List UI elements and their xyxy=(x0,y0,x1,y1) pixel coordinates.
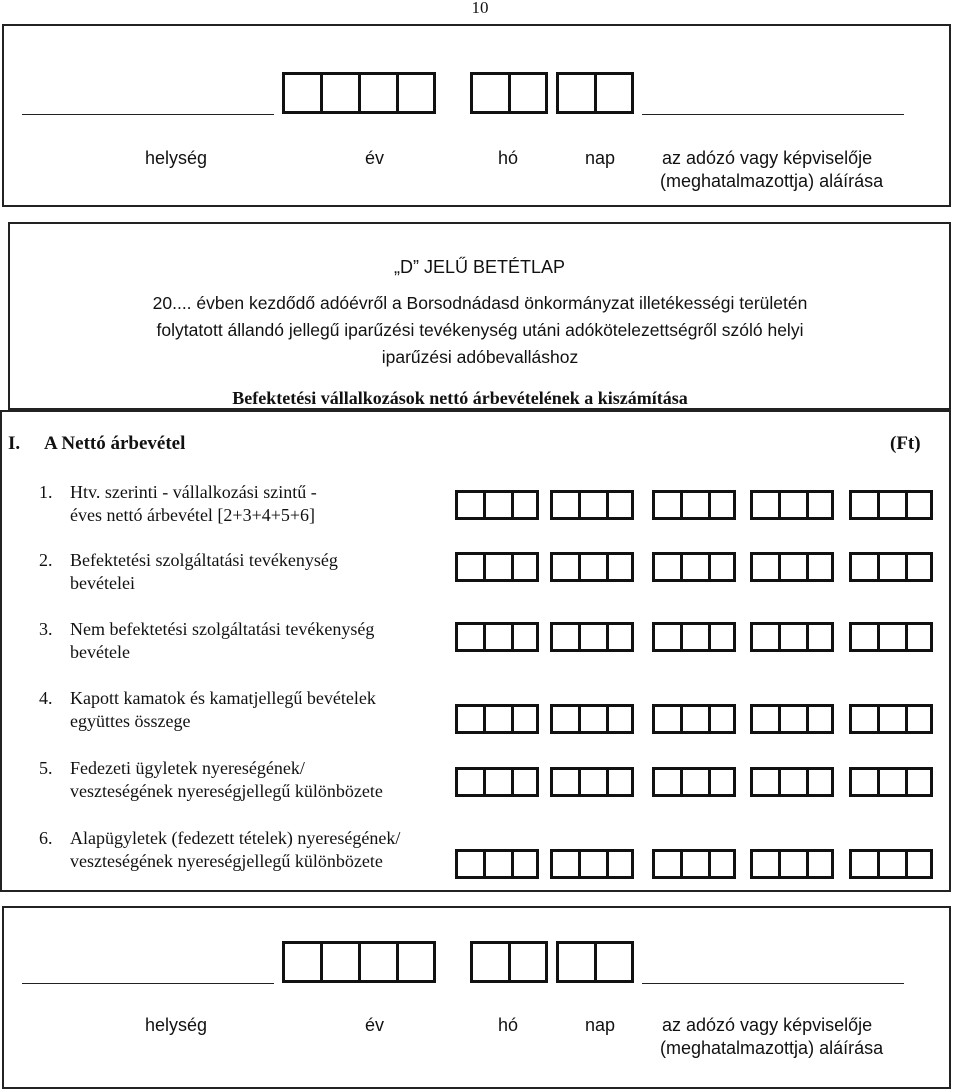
digit-cell[interactable] xyxy=(652,704,680,734)
digit-cell[interactable] xyxy=(358,941,396,983)
amount-digit-group[interactable] xyxy=(849,704,933,734)
digit-cell[interactable] xyxy=(905,767,933,797)
amount-digit-group[interactable] xyxy=(652,552,736,582)
digit-cell[interactable] xyxy=(455,767,483,797)
row-label-line1: Fedezeti ügyletek nyereségének/ xyxy=(70,758,305,778)
label-place: helység xyxy=(145,148,208,168)
label-day: nap xyxy=(585,148,616,168)
digit-cell[interactable] xyxy=(905,704,933,734)
digit-cell[interactable] xyxy=(849,849,877,879)
digit-cell[interactable] xyxy=(750,704,778,734)
label-signature-1: az adózó vagy képviselője xyxy=(662,148,873,168)
label-year: év xyxy=(365,148,385,168)
month-cells[interactable] xyxy=(470,72,548,114)
digit-cell[interactable] xyxy=(877,767,905,797)
digit-cell[interactable] xyxy=(680,552,708,582)
amount-digit-group[interactable] xyxy=(652,490,736,520)
digit-cell[interactable] xyxy=(358,72,396,114)
digit-cell[interactable] xyxy=(750,552,778,582)
digit-cell[interactable] xyxy=(550,767,578,797)
label-place: helység xyxy=(145,1015,208,1035)
amount-digit-group[interactable] xyxy=(750,552,834,582)
digit-cell[interactable] xyxy=(877,704,905,734)
digit-cell[interactable] xyxy=(556,941,594,983)
digit-cell[interactable] xyxy=(778,849,806,879)
form-subtitle: Befektetési vállalkozások nettó árbevételének a kiszámítása xyxy=(232,388,688,408)
section-unit: (Ft) xyxy=(890,433,921,454)
amount-digit-group[interactable] xyxy=(750,704,834,734)
row-label-line1: Alapügyletek (fedezett tételek) nyereségének/ xyxy=(70,828,401,848)
digit-cell[interactable] xyxy=(606,622,634,652)
digit-cell[interactable] xyxy=(905,552,933,582)
digit-cell[interactable] xyxy=(578,622,606,652)
digit-cell[interactable] xyxy=(680,490,708,520)
amount-digit-group[interactable] xyxy=(550,767,634,797)
amount-digit-group[interactable] xyxy=(750,622,834,652)
row-number: 6. xyxy=(39,828,53,848)
digit-cell[interactable] xyxy=(708,490,736,520)
amount-digit-group[interactable] xyxy=(455,622,539,652)
digit-cell[interactable] xyxy=(483,552,511,582)
digit-cell[interactable] xyxy=(396,72,436,114)
main-section-box xyxy=(0,410,951,892)
digit-cell[interactable] xyxy=(652,552,680,582)
signature-box-top xyxy=(2,24,951,207)
digit-cell[interactable] xyxy=(483,704,511,734)
digit-cell[interactable] xyxy=(320,72,358,114)
signature-line xyxy=(642,114,904,115)
digit-cell[interactable] xyxy=(849,767,877,797)
digit-cell[interactable] xyxy=(396,941,436,983)
digit-cell[interactable] xyxy=(877,622,905,652)
digit-cell[interactable] xyxy=(455,552,483,582)
label-month: hó xyxy=(498,1015,519,1035)
row-label-line1: Htv. szerinti - vállalkozási szintű - xyxy=(70,482,317,502)
label-signature-2: (meghatalmazottja) aláírása xyxy=(660,1038,884,1058)
form-title: „D” JELŰ BETÉTLAP xyxy=(393,257,566,277)
row-label-line2: együttes összege xyxy=(70,711,191,731)
amount-digit-group[interactable] xyxy=(750,490,834,520)
label-signature-2: (meghatalmazottja) aláírása xyxy=(660,171,884,191)
digit-cell[interactable] xyxy=(578,849,606,879)
amount-digit-group[interactable] xyxy=(849,767,933,797)
place-signature-line xyxy=(22,114,274,115)
digit-cell[interactable] xyxy=(483,767,511,797)
digit-cell[interactable] xyxy=(606,849,634,879)
amount-digit-group[interactable] xyxy=(550,552,634,582)
digit-cell[interactable] xyxy=(680,622,708,652)
digit-cell[interactable] xyxy=(578,490,606,520)
amount-digit-group[interactable] xyxy=(550,490,634,520)
signature-box-bottom xyxy=(2,906,951,1089)
amount-digit-group[interactable] xyxy=(455,767,539,797)
year-cells[interactable] xyxy=(282,941,436,983)
amount-digit-group[interactable] xyxy=(455,704,539,734)
digit-cell[interactable] xyxy=(778,552,806,582)
label-year: év xyxy=(365,1015,385,1035)
form-intro: 20.... évben kezdődő adóévről a Borsodnádasd önkormányzat illetékességi területén folytatott állandó jellegű iparűzési tevékenység utáni adókötelezettségről szóló helyi iparűzési adóbevalláshoz xyxy=(152,293,808,367)
row-number: 3. xyxy=(39,619,53,639)
digit-cell[interactable] xyxy=(708,552,736,582)
digit-cell[interactable] xyxy=(578,704,606,734)
digit-cell[interactable] xyxy=(550,552,578,582)
amount-digit-group[interactable] xyxy=(652,622,736,652)
digit-cell[interactable] xyxy=(652,490,680,520)
digit-cell[interactable] xyxy=(708,849,736,879)
row-label-line2: bevétele xyxy=(70,642,130,662)
digit-cell[interactable] xyxy=(680,767,708,797)
row-label-line1: Kapott kamatok és kamatjellegű bevételek xyxy=(70,688,376,708)
digit-cell[interactable] xyxy=(877,849,905,879)
digit-cell[interactable] xyxy=(750,622,778,652)
label-signature-1: az adózó vagy képviselője xyxy=(662,1015,873,1035)
digit-cell[interactable] xyxy=(877,552,905,582)
label-day: nap xyxy=(585,1015,616,1035)
digit-cell[interactable] xyxy=(556,72,594,114)
digit-cell[interactable] xyxy=(750,849,778,879)
digit-cell[interactable] xyxy=(511,849,539,879)
digit-cell[interactable] xyxy=(578,552,606,582)
digit-cell[interactable] xyxy=(483,490,511,520)
amount-digit-group[interactable] xyxy=(849,849,933,879)
row-number: 1. xyxy=(39,482,53,502)
digit-cell[interactable] xyxy=(550,849,578,879)
place-signature-line xyxy=(22,983,274,984)
digit-cell[interactable] xyxy=(320,941,358,983)
digit-cell[interactable] xyxy=(652,849,680,879)
amount-digit-group[interactable] xyxy=(455,552,539,582)
row-number: 4. xyxy=(39,688,53,708)
amount-digit-group[interactable] xyxy=(750,849,834,879)
digit-cell[interactable] xyxy=(652,767,680,797)
digit-cell[interactable] xyxy=(750,490,778,520)
digit-cell[interactable] xyxy=(778,622,806,652)
amount-digit-group[interactable] xyxy=(550,849,634,879)
digit-cell[interactable] xyxy=(483,622,511,652)
digit-cell[interactable] xyxy=(778,704,806,734)
digit-cell[interactable] xyxy=(511,767,539,797)
digit-cell[interactable] xyxy=(806,704,834,734)
digit-cell[interactable] xyxy=(877,490,905,520)
digit-cell[interactable] xyxy=(708,704,736,734)
amount-digit-group[interactable] xyxy=(652,849,736,879)
digit-cell[interactable] xyxy=(778,767,806,797)
amount-digit-group[interactable] xyxy=(750,767,834,797)
row-number: 2. xyxy=(39,550,53,570)
digit-cell[interactable] xyxy=(511,552,539,582)
digit-cell[interactable] xyxy=(708,767,736,797)
digit-cell[interactable] xyxy=(806,622,834,652)
digit-cell[interactable] xyxy=(652,622,680,652)
day-cells[interactable] xyxy=(556,941,634,983)
digit-cell[interactable] xyxy=(806,767,834,797)
digit-cell[interactable] xyxy=(282,72,320,114)
digit-cell[interactable] xyxy=(455,622,483,652)
amount-digit-group[interactable] xyxy=(455,849,539,879)
digit-cell[interactable] xyxy=(550,622,578,652)
digit-cell[interactable] xyxy=(606,767,634,797)
digit-cell[interactable] xyxy=(483,849,511,879)
amount-digit-group[interactable] xyxy=(550,704,634,734)
digit-cell[interactable] xyxy=(849,490,877,520)
amount-digit-group[interactable] xyxy=(849,490,933,520)
page-number: 10 xyxy=(471,0,489,17)
digit-cell[interactable] xyxy=(455,490,483,520)
row-label-line2: éves nettó árbevétel [2+3+4+5+6] xyxy=(70,505,316,525)
digit-cell[interactable] xyxy=(806,490,834,520)
digit-cell[interactable] xyxy=(606,552,634,582)
amount-digit-group[interactable] xyxy=(849,552,933,582)
amount-digit-group[interactable] xyxy=(550,622,634,652)
digit-cell[interactable] xyxy=(455,704,483,734)
digit-cell[interactable] xyxy=(282,941,320,983)
row-label-line1: Befektetési szolgáltatási tevékenység xyxy=(70,550,338,570)
digit-cell[interactable] xyxy=(905,490,933,520)
digit-cell[interactable] xyxy=(849,704,877,734)
digit-cell[interactable] xyxy=(905,622,933,652)
amount-digit-group[interactable] xyxy=(652,704,736,734)
digit-cell[interactable] xyxy=(806,849,834,879)
digit-cell[interactable] xyxy=(680,704,708,734)
day-cells[interactable] xyxy=(556,72,634,114)
row-label-line2: veszteségének nyereségjellegű különbözete xyxy=(70,781,383,801)
digit-cell[interactable] xyxy=(470,72,508,114)
amount-digit-group[interactable] xyxy=(455,490,539,520)
digit-cell[interactable] xyxy=(778,490,806,520)
digit-cell[interactable] xyxy=(455,849,483,879)
row-label-line2: veszteségének nyereségjellegű különbözete xyxy=(70,851,383,871)
digit-cell[interactable] xyxy=(594,72,634,114)
digit-cell[interactable] xyxy=(550,490,578,520)
amount-digit-group[interactable] xyxy=(849,622,933,652)
section-title: A Nettó árbevétel xyxy=(44,433,186,454)
digit-cell[interactable] xyxy=(708,622,736,652)
digit-cell[interactable] xyxy=(606,704,634,734)
digit-cell[interactable] xyxy=(511,490,539,520)
row-label-line2: bevételei xyxy=(70,573,135,593)
digit-cell[interactable] xyxy=(606,490,634,520)
digit-cell[interactable] xyxy=(470,941,508,983)
digit-cell[interactable] xyxy=(511,704,539,734)
header-box xyxy=(8,222,951,410)
year-cells[interactable] xyxy=(282,72,436,114)
digit-cell[interactable] xyxy=(508,72,548,114)
digit-cell[interactable] xyxy=(680,849,708,879)
digit-cell[interactable] xyxy=(806,552,834,582)
digit-cell[interactable] xyxy=(511,622,539,652)
digit-cell[interactable] xyxy=(849,622,877,652)
row-label-line1: Nem befektetési szolgáltatási tevékenység xyxy=(70,619,375,639)
digit-cell[interactable] xyxy=(594,941,634,983)
digit-cell[interactable] xyxy=(508,941,548,983)
amount-digit-group[interactable] xyxy=(652,767,736,797)
digit-cell[interactable] xyxy=(578,767,606,797)
month-cells[interactable] xyxy=(470,941,548,983)
digit-cell[interactable] xyxy=(849,552,877,582)
section-number: I. xyxy=(8,433,21,454)
digit-cell[interactable] xyxy=(550,704,578,734)
label-month: hó xyxy=(498,148,519,168)
digit-cell[interactable] xyxy=(750,767,778,797)
signature-line xyxy=(642,983,904,984)
digit-cell[interactable] xyxy=(905,849,933,879)
row-number: 5. xyxy=(39,758,53,778)
